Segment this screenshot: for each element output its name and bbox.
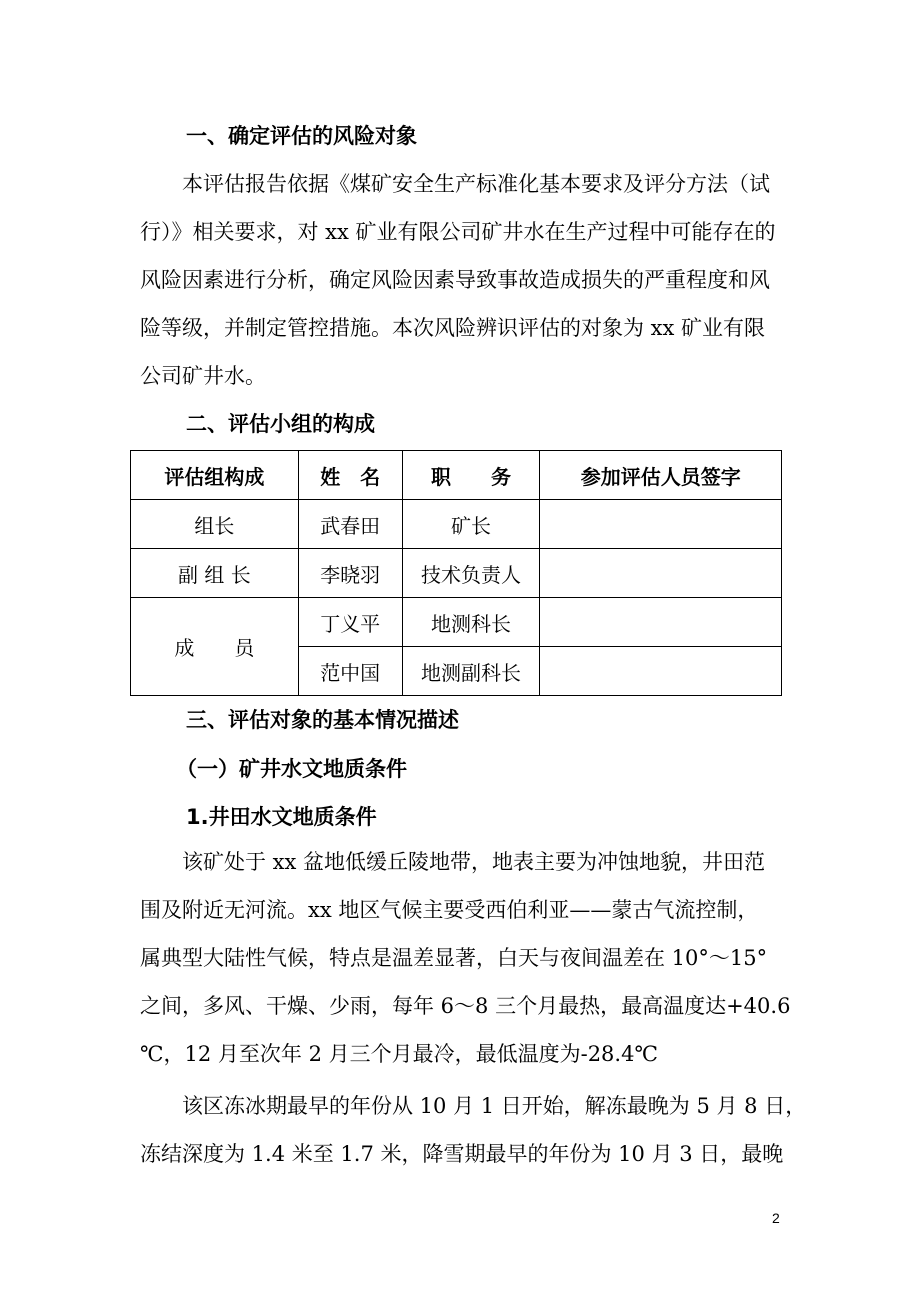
table-row [131,598,782,647]
signature-cell[interactable] [540,598,782,647]
table-header: 评估组构成 [131,451,299,500]
table-row [131,500,782,549]
table-header-row [131,451,782,500]
freeze-paragraph [140,1082,807,1178]
paragraph-line: 该矿处于 xx 盆地低缓丘陵地带，地表主要为冲蚀地貌，井田范 [182,850,766,874]
page-number: 2 [772,1210,780,1226]
paragraph-line: 行）》相关要求，对 xx 矿业有限公司矿井水在生产过程中可能存在的 [140,220,776,244]
role-cell: 组长 [131,500,299,549]
name-cell: 丁义平 [298,598,402,647]
subsubsection-heading: 1.井田水文地质条件 [186,805,377,829]
role-cell: 成 员 [131,598,299,696]
paragraph-line: 属典型大陆性气候，特点是温差显著，白天与夜间温差在 10°～15° [140,946,768,970]
paragraph-line: 本评估报告依据《煤矿安全生产标准化基本要求及评分方法（试 [182,172,770,196]
section-3-heading: 三、评估对象的基本情况描述 [186,708,459,732]
title-cell: 技术负责人 [402,549,540,598]
name-cell: 李晓羽 [298,549,402,598]
table-row [131,549,782,598]
table-header: 参加评估人员签字 [540,451,782,500]
name-cell: 范中国 [298,647,402,696]
name-cell: 武春田 [298,500,402,549]
paragraph-line: 之间，多风、干燥、少雨，每年 6～8 三个月最热，最高温度达+40.6 [140,994,791,1018]
signature-cell[interactable] [540,647,782,696]
table-header: 姓 名 [298,451,402,500]
table-header: 职 务 [402,451,540,500]
section-1-heading: 一、确定评估的风险对象 [186,124,417,148]
hydrogeology-paragraph [140,838,791,1078]
paragraph-line: 围及附近无河流。xx 地区气候主要受西伯利亚——蒙古气流控制， [140,898,759,922]
paragraph-line: 冻结深度为 1.4 米至 1.7 米，降雪期最早的年份为 10 月 3 日，最晚 [140,1142,784,1166]
paragraph-line: 风险因素进行分析，确定风险因素导致事故造成损失的严重程度和风 [140,268,770,292]
paragraph-line: 公司矿井水。 [140,364,266,388]
title-cell: 地测科长 [402,598,540,647]
role-cell: 副 组 长 [131,549,299,598]
section-1-paragraph [140,160,782,400]
subsection-heading: （一）矿井水文地质条件 [176,757,407,781]
title-cell: 矿长 [402,500,540,549]
title-cell: 地测副科长 [402,647,540,696]
paragraph-line: 该区冻冰期最早的年份从 10 月 1 日开始，解冻最晚为 5 月 8 日， [182,1094,807,1118]
team-table [130,450,782,696]
signature-cell[interactable] [540,500,782,549]
paragraph-line: 险等级，并制定管控措施。本次风险辨识评估的对象为 xx 矿业有限 [140,316,766,340]
section-2-heading: 二、评估小组的构成 [186,412,375,436]
signature-cell[interactable] [540,549,782,598]
paragraph-line: ℃，12 月至次年 2 月三个月最冷，最低温度为-28.4℃ [140,1042,658,1066]
